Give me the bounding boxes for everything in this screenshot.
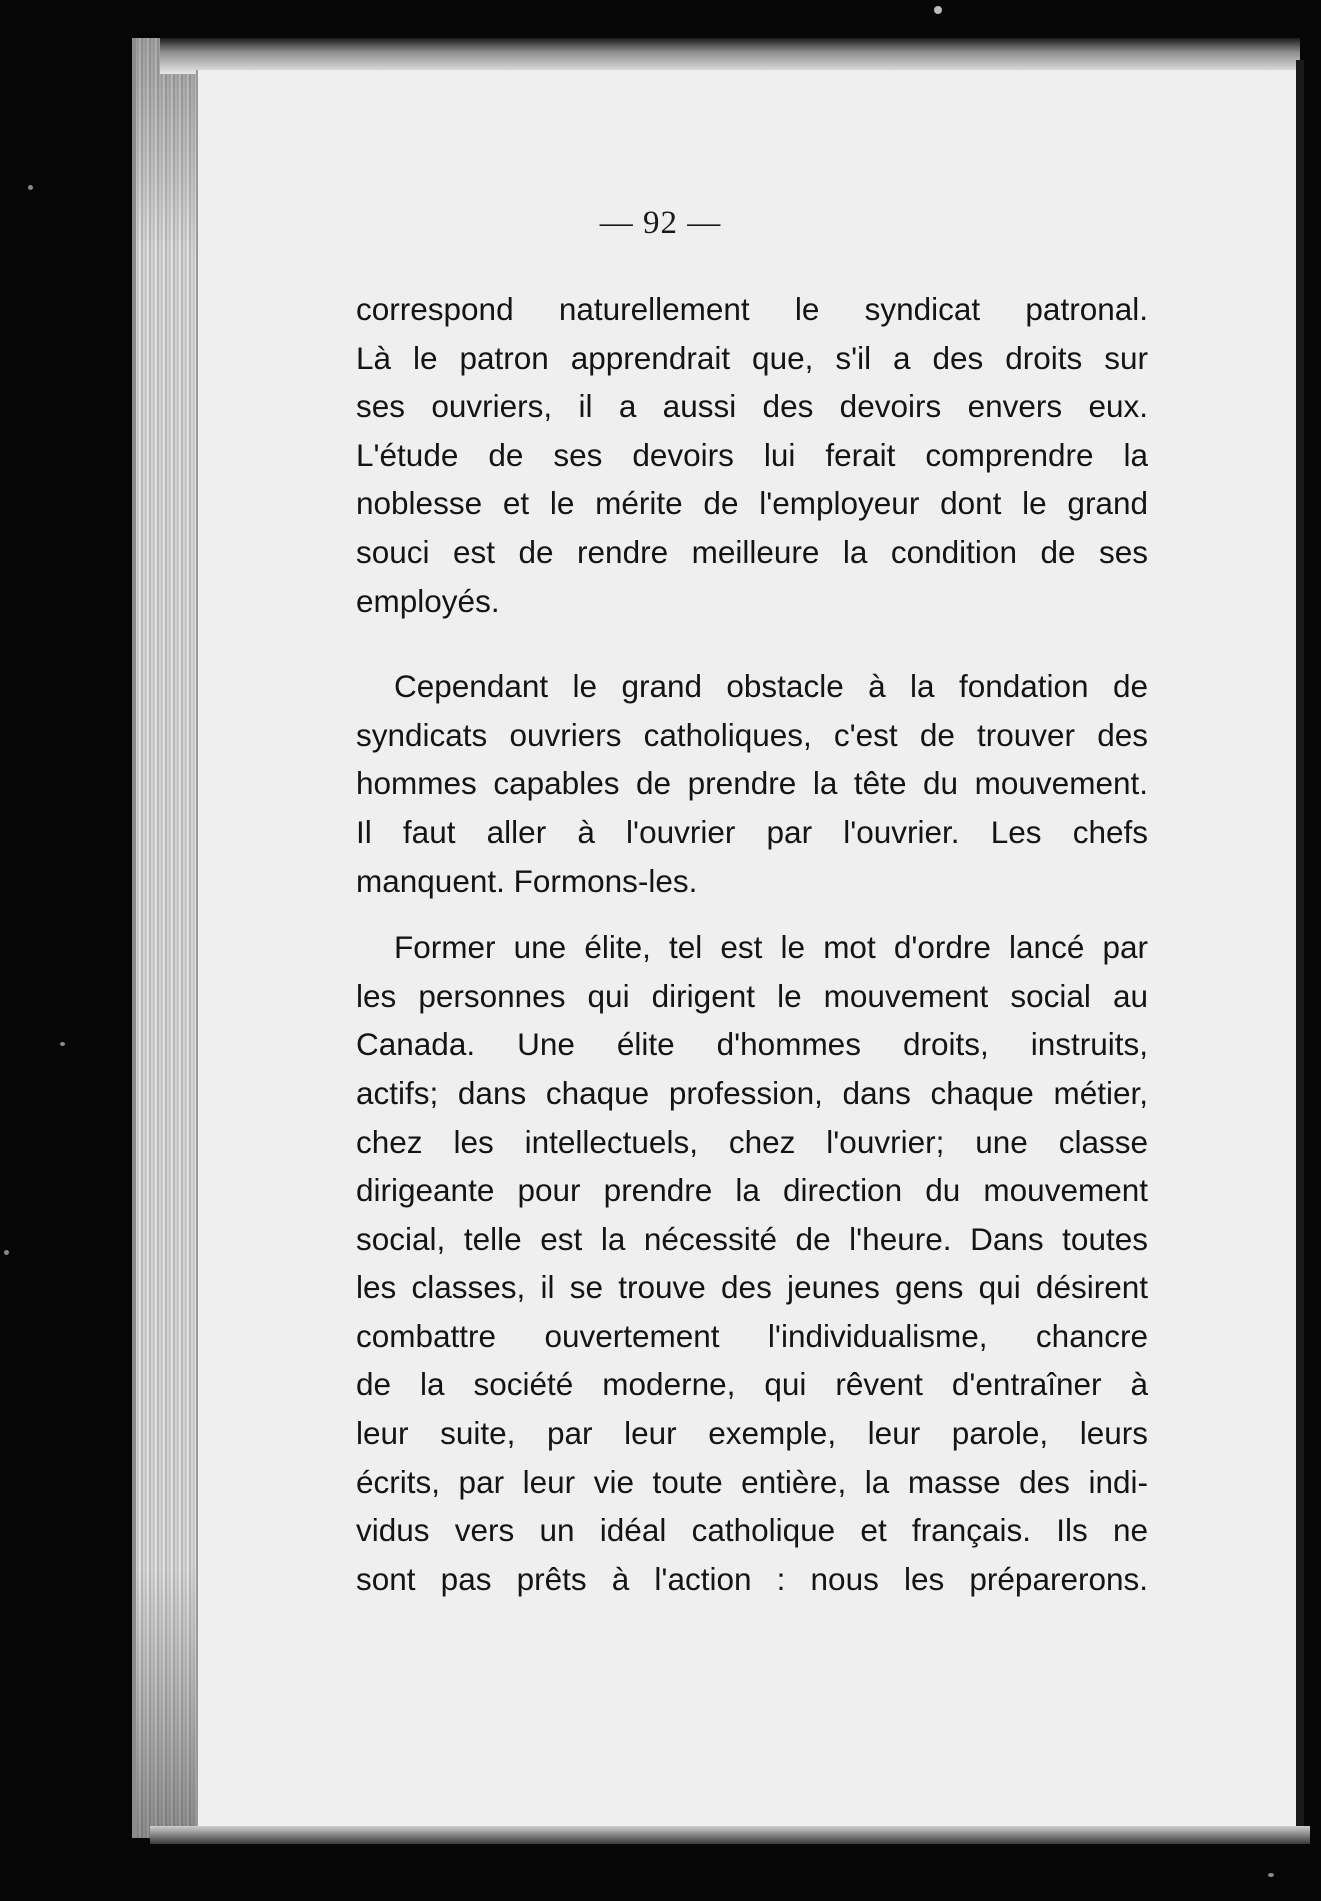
text-line: correspond naturellement le syndicat patronal.: [356, 291, 1148, 327]
text-line: leur suite, par leur exemple, leur parole, leurs: [356, 1415, 1148, 1452]
text-line: les classes, il se trouve des jeunes gens qui désirent: [356, 1269, 1148, 1306]
text-line: Là le patron apprendrait que, s'il a des droits sur: [356, 339, 1148, 376]
paragraph-1: [356, 285, 1148, 625]
text-line: L'étude de ses devoirs lui ferait comprendre la: [356, 436, 1148, 473]
text-line: hommes capables de prendre la tête du mouvement.: [356, 765, 1148, 802]
book-bottom-edge: [150, 1826, 1310, 1844]
page-number: — 92 —: [599, 205, 722, 241]
text-line: dirigeante pour prendre la direction du mouvement: [356, 1172, 1148, 1209]
text-line: les personnes qui dirigent le mouvement social au: [356, 977, 1148, 1014]
text-line: employés.: [356, 582, 500, 619]
text-line: Canada. Une élite d'hommes droits, instruits,: [356, 1026, 1148, 1063]
dust-speck: [934, 6, 942, 14]
text-line: de la société moderne, qui rêvent d'entraîner à: [356, 1366, 1148, 1403]
text-line: Former une élite, tel est le mot d'ordre lancé par: [394, 929, 1148, 966]
text-line: chez les intellectuels, chez l'ouvrier; une classe: [356, 1123, 1148, 1160]
text-line: noblesse et le mérite de l'employeur dont le grand: [356, 485, 1148, 522]
book-top-edge: [160, 38, 1300, 74]
text-line: manquent. Formons-les.: [356, 862, 698, 899]
paragraph-3: [356, 923, 1148, 1603]
book-right-edge: [1296, 60, 1304, 1840]
dust-speck: [60, 1042, 65, 1046]
text-line: écrits, par leur vie toute entière, la masse des indi-: [356, 1463, 1148, 1500]
body-text: [356, 285, 1148, 1603]
text-line: combattre ouvertement l'individualisme, chancre: [356, 1317, 1148, 1354]
text-line: souci est de rendre meilleure la condition de ses: [356, 533, 1148, 570]
text-line: syndicats ouvriers catholiques, c'est de trouver des: [356, 716, 1148, 753]
dust-speck: [4, 1250, 9, 1255]
text-line: Cependant le grand obstacle à la fondation de: [394, 668, 1148, 705]
text-line: Il faut aller à l'ouvrier par l'ouvrier. Les chefs: [356, 813, 1148, 850]
text-line: vidus vers un idéal catholique et français. Ils ne: [356, 1512, 1148, 1549]
dust-speck: [1268, 1873, 1274, 1877]
text-line: sont pas prêts à l'action : nous les préparerons.: [356, 1560, 1148, 1597]
dust-speck: [28, 185, 33, 190]
paragraph-2: [356, 662, 1148, 905]
text-line: actifs; dans chaque profession, dans chaque métier,: [356, 1074, 1148, 1111]
text-line: ses ouvriers, il a aussi des devoirs envers eux.: [356, 388, 1148, 425]
text-line: social, telle est la nécessité de l'heure. Dans toutes: [356, 1220, 1148, 1257]
